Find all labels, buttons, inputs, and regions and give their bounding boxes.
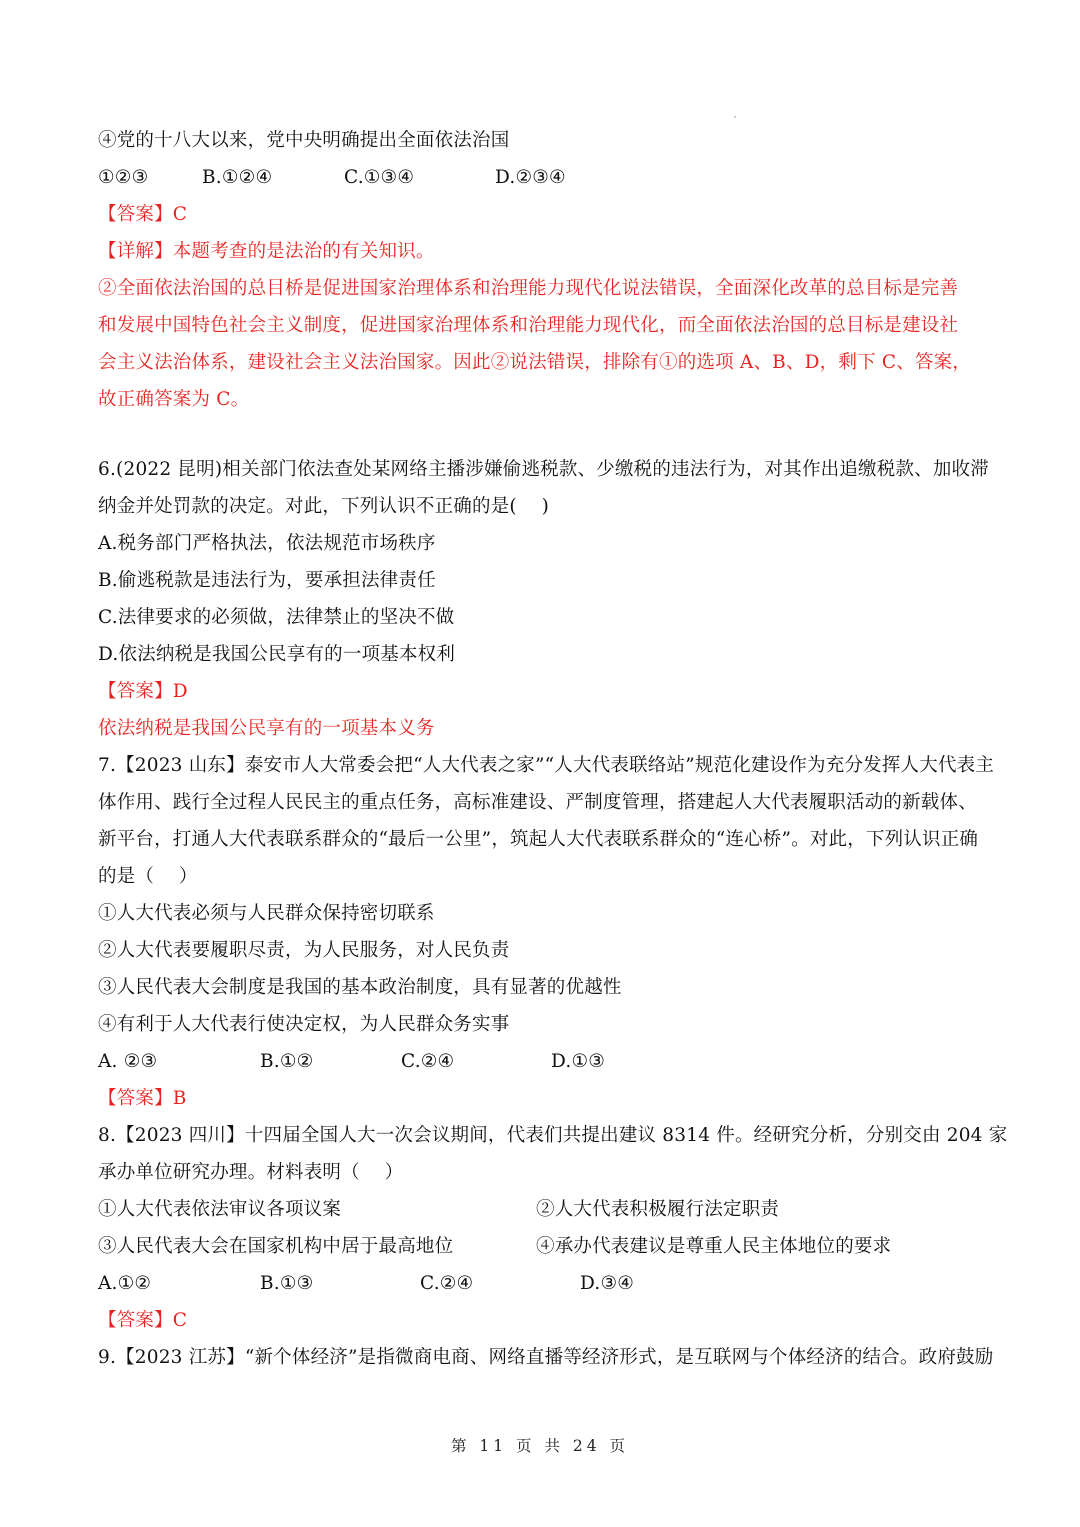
q7-answer: 【答案】B [98, 1088, 187, 1109]
q5-option-b: B.①②④ [202, 167, 273, 188]
q8-answer: 【答案】C [98, 1310, 188, 1331]
q7-option-c: C.②④ [401, 1051, 455, 1072]
q8-stem-line: 8.【2023 四川】十四届全国人大一次会议期间，代表们共提出建议 8314 件。经研究分析，分别交由 204 家 [98, 1125, 1008, 1146]
q7-stem-line: 的是（ ） [98, 866, 198, 887]
q8-item-1: ①人大代表依法审议各项议案 [98, 1199, 342, 1220]
q5-option-a: ①②③ [98, 167, 149, 188]
q5-detail-line: ②全面依法治国的总目桥是促进国家治理体系和治理能力现代化说法错误，全面深化改革的总目标是完善 [98, 278, 959, 299]
q8-item-3: ③人民代表大会在国家机构中居于最高地位 [98, 1236, 454, 1257]
q6-option-d: D.依法纳税是我国公民享有的一项基本权利 [98, 644, 456, 665]
q5-detail-line: 会主义法治体系，建设社会主义法治国家。因此②说法错误，排除有①的选项 A、B、D，剩下 C、答案， [98, 352, 972, 373]
q5-answer: 【答案】C [98, 204, 188, 225]
q5-option-d: D.②③④ [495, 167, 566, 188]
q8-option-c: C.②④ [420, 1273, 474, 1294]
q7-option-a: A. ②③ [98, 1051, 158, 1072]
q6-stem-line: 纳金并处罚款的决定。对此，下列认识不正确的是( ) [98, 496, 550, 517]
q6-option-b: B.偷逃税款是违法行为，要承担法律责任 [98, 570, 436, 591]
q7-stem-line: 体作用、践行全过程人民民主的重点任务，高标准建设、严制度管理，搭建起人大代表履职活动的新载体、 [98, 792, 977, 813]
q6-option-c: C.法律要求的必须做，法律禁止的坚决不做 [98, 607, 455, 628]
q8-item-2: ②人大代表积极履行法定职责 [536, 1199, 780, 1220]
q8-option-a: A.①② [98, 1273, 152, 1294]
q5-option-c: C.①③④ [344, 167, 415, 188]
q8-option-b: B.①③ [260, 1273, 314, 1294]
q8-stem-line: 承办单位研究办理。材料表明（ ） [98, 1162, 404, 1183]
q9-stem-line: 9.【2023 江苏】“新个体经济”是指微商电商、网络直播等经济形式，是互联网与个体经济的结合。政府鼓励 [98, 1347, 994, 1368]
q5-detail-line: 故正确答案为 C。 [98, 389, 250, 410]
q7-item-3: ③人民代表大会制度是我国的基本政治制度，具有显著的优越性 [98, 977, 622, 998]
scan-speck [734, 116, 736, 118]
q8-option-d: D.③④ [580, 1273, 635, 1294]
q7-stem-line: 7.【2023 山东】泰安市人大常委会把“人大代表之家”“人大代表联络站”规范化建设作为充分发挥人大代表主 [98, 755, 995, 776]
q7-item-1: ①人大代表必须与人民群众保持密切联系 [98, 903, 435, 924]
q6-answer: 【答案】D [98, 681, 188, 702]
q5-detail-line: 和发展中国特色社会主义制度，促进国家治理体系和治理能力现代化，而全面依法治国的总目标是建设社 [98, 315, 959, 336]
q7-option-d: D.①③ [551, 1051, 606, 1072]
q5-item-4: ④党的十八大以来，党中央明确提出全面依法治国 [98, 130, 510, 151]
q6-stem-line: 6.(2022 昆明)相关部门依法查处某网络主播涉嫌偷逃税款、少缴税的违法行为，对其作出追缴税款、加收滞 [98, 459, 989, 480]
q6-explanation: 依法纳税是我国公民享有的一项基本义务 [98, 718, 435, 739]
q6-option-a: A.税务部门严格执法，依法规范市场秩序 [98, 533, 436, 554]
q7-option-b: B.①② [260, 1051, 314, 1072]
q7-item-4: ④有利于人大代表行使决定权，为人民群众务实事 [98, 1014, 510, 1035]
page-footer: 第 11 页 共 24 页 [450, 1437, 630, 1455]
q8-item-4: ④承办代表建议是尊重人民主体地位的要求 [536, 1236, 892, 1257]
q5-detail-title: 【详解】本题考查的是法治的有关知识。 [98, 241, 435, 262]
q7-stem-line: 新平台，打通人大代表联系群众的“最后一公里”，筑起人大代表联系群众的“连心桥”。对此，下列认识正确 [98, 829, 979, 850]
q7-item-2: ②人大代表要履职尽责，为人民服务，对人民负责 [98, 940, 510, 961]
